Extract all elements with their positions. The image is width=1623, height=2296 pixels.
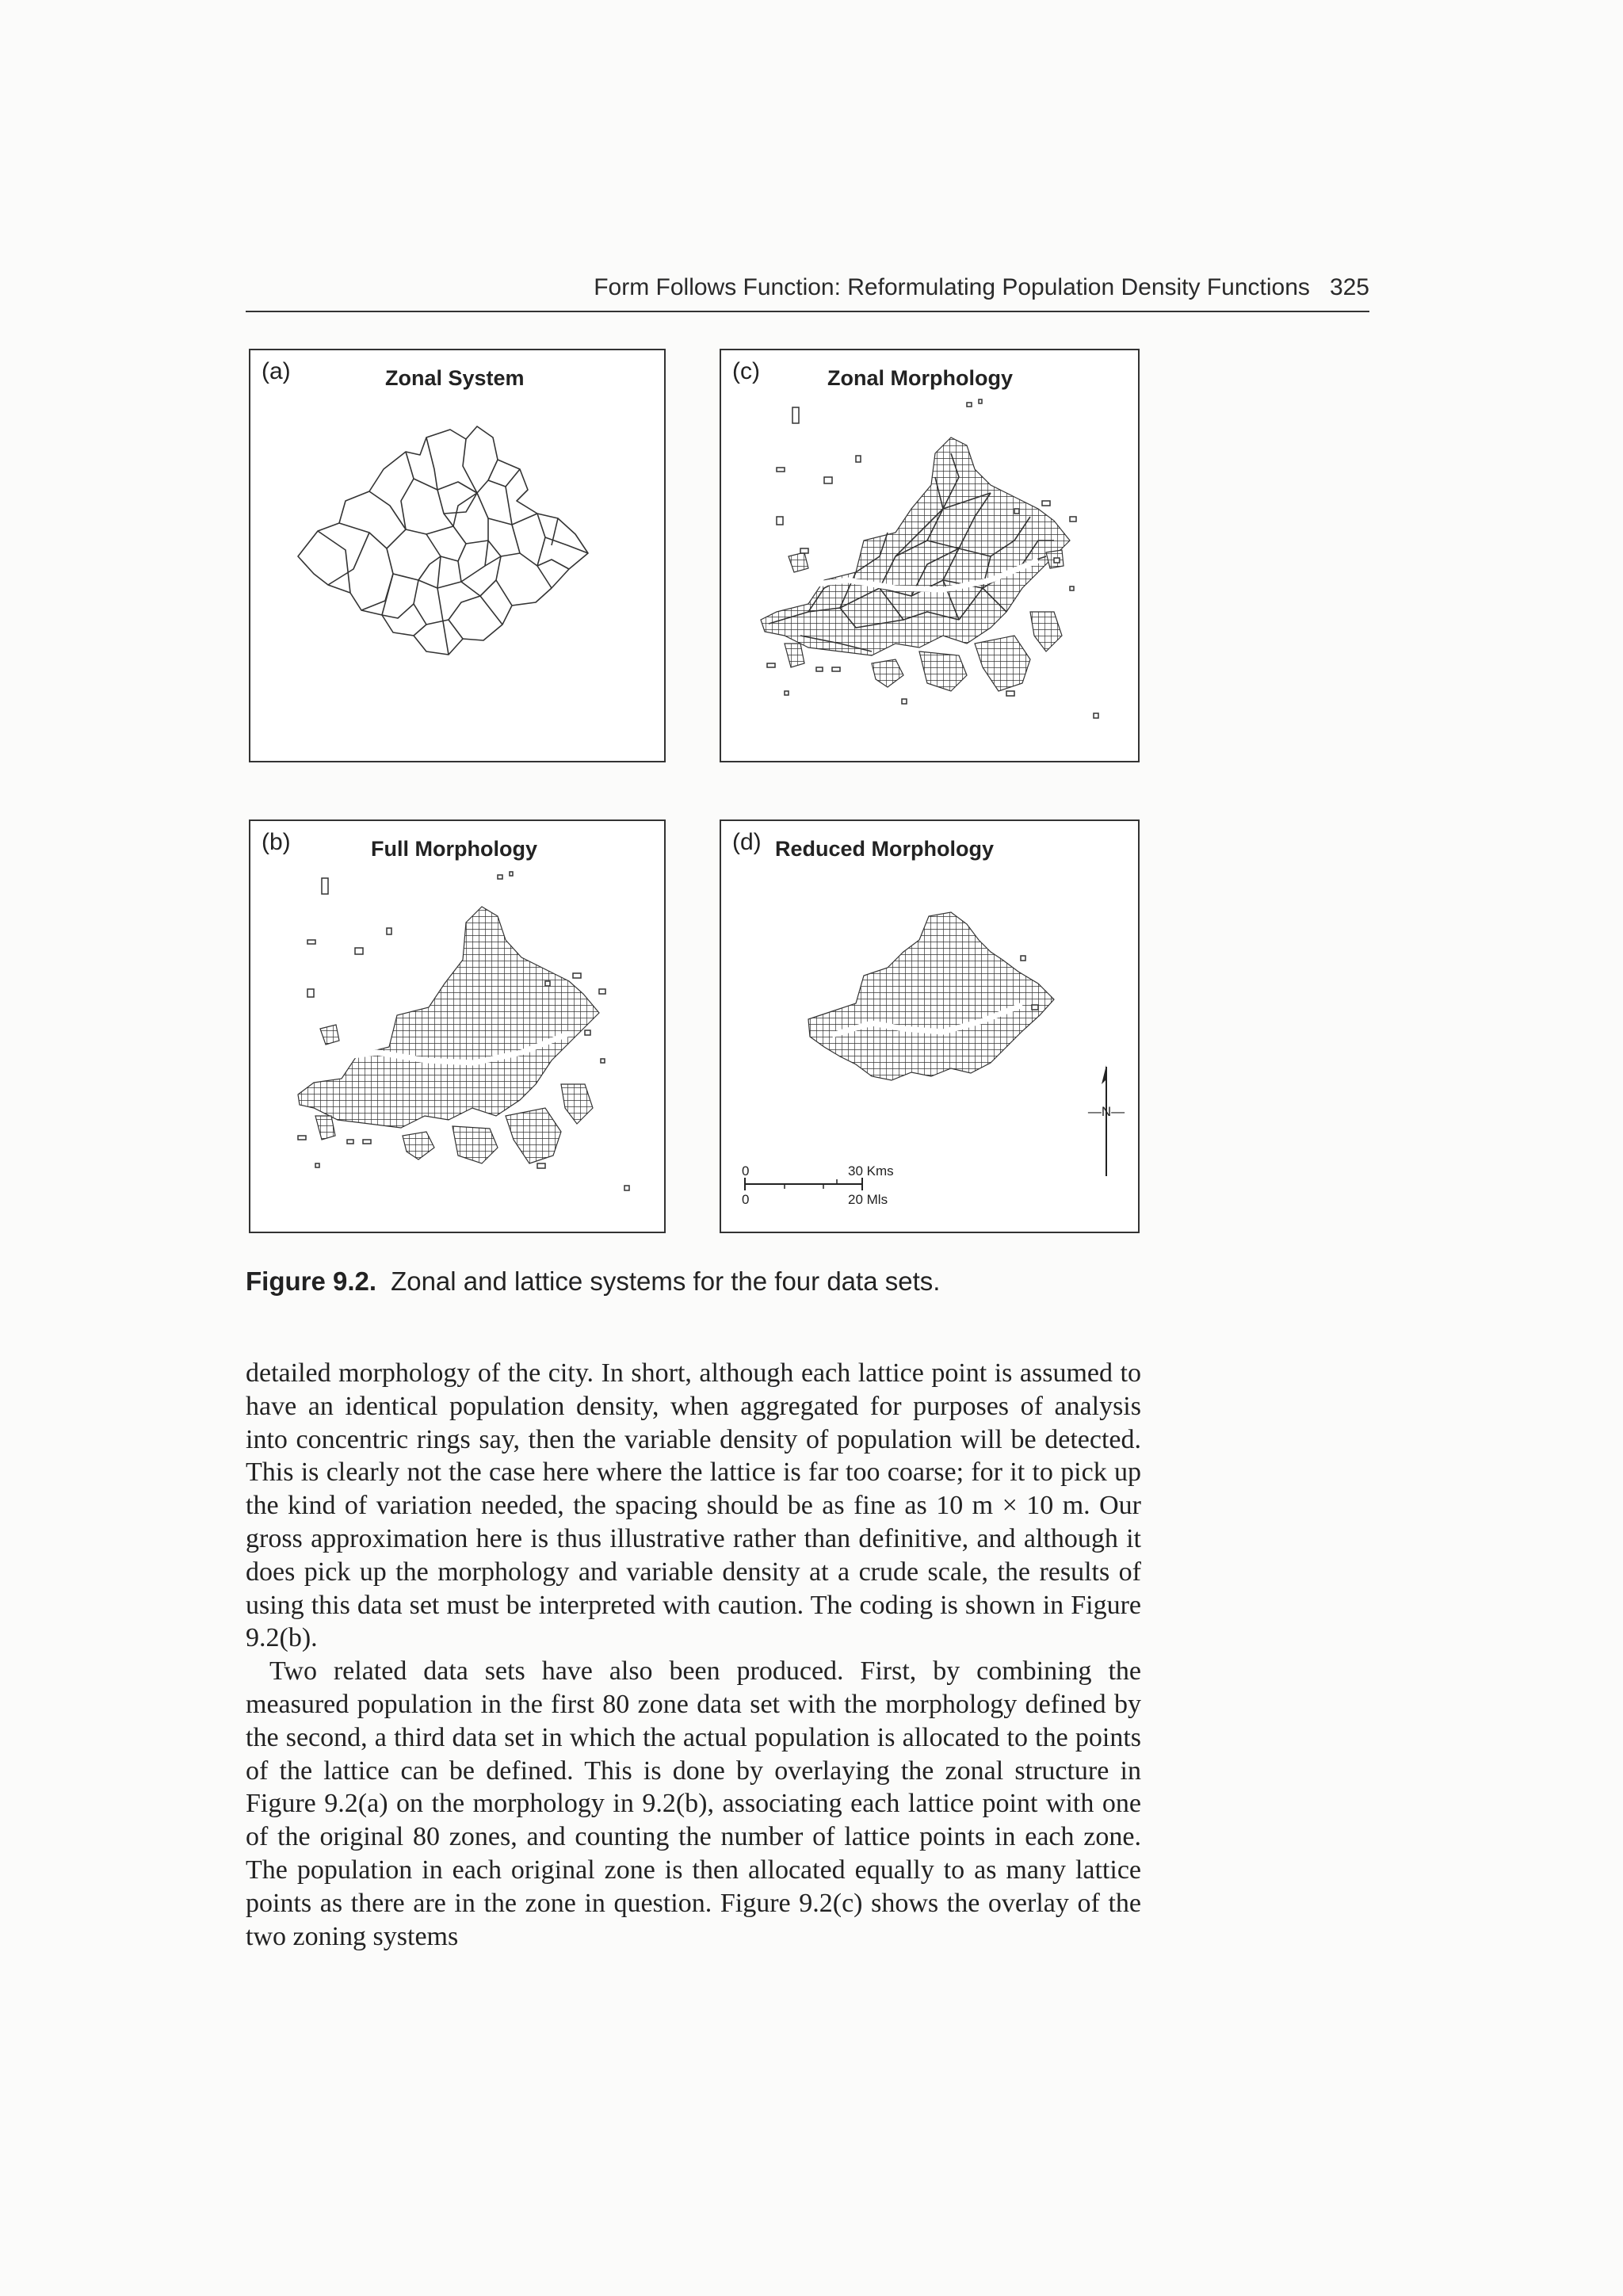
panel-b-title: Full Morphology <box>371 837 537 861</box>
full-morphology-map <box>250 821 667 1235</box>
running-head <box>246 274 1369 301</box>
figure-caption-text: Zonal and lattice systems for the four data sets. <box>391 1266 941 1296</box>
panel-b-full-morphology <box>249 819 666 1233</box>
scale-mi-zero: 0 <box>742 1192 750 1207</box>
panel-c-letter: (c) <box>732 358 760 384</box>
panel-d-reduced-morphology <box>720 819 1140 1233</box>
panel-a-title: Zonal System <box>385 366 525 390</box>
paragraph-2: Two related data sets have also been produced. First, by combining the measured population in the first 80 zone data set with the morphology defined by the second, a third data set in which the actual population is allocated to the points of the lattice can be defined. This is done by overlaying the zonal structure in Figure 9.2(a) on the morphology in 9.2(b), associating each lattice point with one of the original 80 zones, and counting the number of lattice points in each zone. The population in each original zone is then allocated equally to as many lattice points as there are in the zone in question. Figure 9.2(c) shows the overlay of the two zoning systems <box>246 1656 1141 1951</box>
north-label: —N— <box>1087 1104 1125 1119</box>
panel-d-title: Reduced Morphology <box>775 837 994 861</box>
panel-a-zonal-system <box>249 349 666 762</box>
zonal-system-map <box>250 350 667 764</box>
scale-bar <box>742 1163 894 1207</box>
panel-c-zonal-morphology <box>720 349 1140 762</box>
paragraph-1: detailed morphology of the city. In short, although each lattice point is assumed to have an identical population density, when aggregated for purposes of analysis into concentric rings say, then the variable density of population will be detected. This is clearly not the case here where the lattice is far too coarse; for it to pick up the kind of variation needed, the spacing should be as fine as 10 m × 10 m. Our gross approximation here is thus illustrative rather than definitive, and although it does pick up the morphology and variable density at a crude scale, the results of using this data set must be interpreted with caution. The coding is shown in Figure 9.2(b). <box>246 1358 1141 1653</box>
header-rule <box>246 311 1369 312</box>
panel-b-letter: (b) <box>262 829 291 855</box>
body-text <box>246 1357 1141 1953</box>
running-title: Form Follows Function: Reformulating Population Density Functions <box>594 274 1310 300</box>
reduced-morphology-area <box>808 912 1054 1080</box>
scale-km-zero: 0 <box>742 1163 750 1179</box>
figure-caption-label: Figure 9.2. <box>246 1266 377 1296</box>
panel-d-letter: (d) <box>732 829 762 855</box>
page-number: 325 <box>1329 274 1369 300</box>
reduced-morphology-map <box>721 821 1141 1235</box>
figure-caption <box>246 1266 940 1297</box>
scale-km-label: 30 Kms <box>848 1163 894 1179</box>
scale-mi-label: 20 Mls <box>848 1192 888 1207</box>
panel-c-title: Zonal Morphology <box>827 366 1013 390</box>
zonal-morphology-map <box>721 350 1141 764</box>
panel-a-letter: (a) <box>262 358 291 384</box>
north-arrow <box>1088 1065 1125 1176</box>
